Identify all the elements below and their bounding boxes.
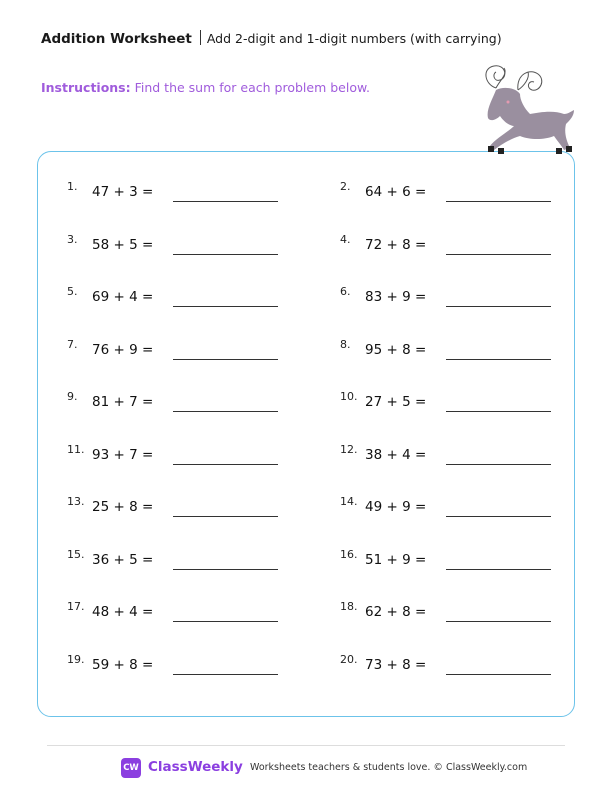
problem-number: 9. xyxy=(67,390,78,403)
answer-line[interactable] xyxy=(173,621,278,622)
problem-number: 14. xyxy=(340,495,358,508)
problem-number: 4. xyxy=(340,232,351,246)
footer-tagline: Worksheets teachers & students love. © ClassWeekly.com xyxy=(250,762,528,773)
problem-expression: 36 + 5 = xyxy=(92,551,154,568)
problem-expression: 95 + 8 = xyxy=(365,341,427,358)
problem-number: 7. xyxy=(67,337,78,351)
problem-expression: 38 + 4 = xyxy=(365,446,427,463)
problem-number: 13. xyxy=(67,495,85,508)
problem-number: 2. xyxy=(340,180,351,193)
problem-expression: 59 + 8 = xyxy=(92,656,154,673)
problem-expression: 25 + 8 = xyxy=(92,499,154,515)
page-subtitle: Add 2-digit and 1-digit numbers (with carrying) xyxy=(206,31,502,46)
instructions-text: Find the sum for each problem below. xyxy=(130,80,371,95)
problem-number: 3. xyxy=(67,232,78,246)
instructions-label: Instructions: xyxy=(41,80,131,95)
problem-expression: 93 + 7 = xyxy=(92,446,154,463)
answer-line[interactable] xyxy=(446,464,551,465)
answer-line[interactable] xyxy=(173,201,278,202)
problem-number: 6. xyxy=(340,285,351,298)
footer-divider xyxy=(47,745,565,746)
problem-expression: 58 + 5 = xyxy=(92,236,154,253)
answer-line[interactable] xyxy=(446,254,551,255)
answer-line[interactable] xyxy=(173,464,278,465)
problem-expression: 73 + 8 = xyxy=(365,656,427,673)
ram-goat-icon xyxy=(474,60,584,165)
problem-expression: 62 + 8 = xyxy=(365,604,427,620)
instructions xyxy=(41,80,370,95)
problem-expression: 69 + 4 = xyxy=(92,289,154,305)
problem-number: 16. xyxy=(340,547,358,561)
brand-name: ClassWeekly xyxy=(148,759,243,775)
page-title: Addition Worksheet xyxy=(41,31,192,47)
answer-line[interactable] xyxy=(173,674,278,675)
problem-number: 15. xyxy=(67,547,85,561)
problem-expression: 51 + 9 = xyxy=(365,551,427,568)
problem-expression: 48 + 4 = xyxy=(92,604,154,620)
problem-expression: 81 + 7 = xyxy=(92,394,154,410)
problem-expression: 47 + 3 = xyxy=(92,184,154,200)
answer-line[interactable] xyxy=(173,306,278,307)
answer-line[interactable] xyxy=(173,569,278,570)
answer-line[interactable] xyxy=(446,306,551,307)
answer-line[interactable] xyxy=(446,674,551,675)
answer-line[interactable] xyxy=(446,516,551,517)
answer-line[interactable] xyxy=(446,411,551,412)
problem-number: 1. xyxy=(67,180,78,193)
problem-number: 19. xyxy=(67,652,85,666)
problem-number: 12. xyxy=(340,442,358,456)
problem-number: 5. xyxy=(67,285,78,298)
problem-expression: 27 + 5 = xyxy=(365,394,427,410)
problem-number: 8. xyxy=(340,337,351,351)
page-header xyxy=(41,30,502,47)
problem-number: 11. xyxy=(67,442,85,456)
answer-line[interactable] xyxy=(173,254,278,255)
divider xyxy=(200,30,201,45)
classweekly-logo-icon: CW xyxy=(121,758,141,778)
answer-line[interactable] xyxy=(173,359,278,360)
answer-line[interactable] xyxy=(446,621,551,622)
problem-expression: 49 + 9 = xyxy=(365,499,427,515)
problem-number: 20. xyxy=(340,652,358,666)
answer-line[interactable] xyxy=(446,359,551,360)
problem-expression: 72 + 8 = xyxy=(365,236,427,253)
answer-line[interactable] xyxy=(173,411,278,412)
problem-expression: 76 + 9 = xyxy=(92,341,154,358)
problem-number: 18. xyxy=(340,600,358,613)
problem-expression: 83 + 9 = xyxy=(365,289,427,305)
problem-expression: 64 + 6 = xyxy=(365,184,427,200)
answer-line[interactable] xyxy=(446,569,551,570)
problem-number: 17. xyxy=(67,600,85,613)
answer-line[interactable] xyxy=(173,516,278,517)
problem-number: 10. xyxy=(340,390,358,403)
answer-line[interactable] xyxy=(446,201,551,202)
